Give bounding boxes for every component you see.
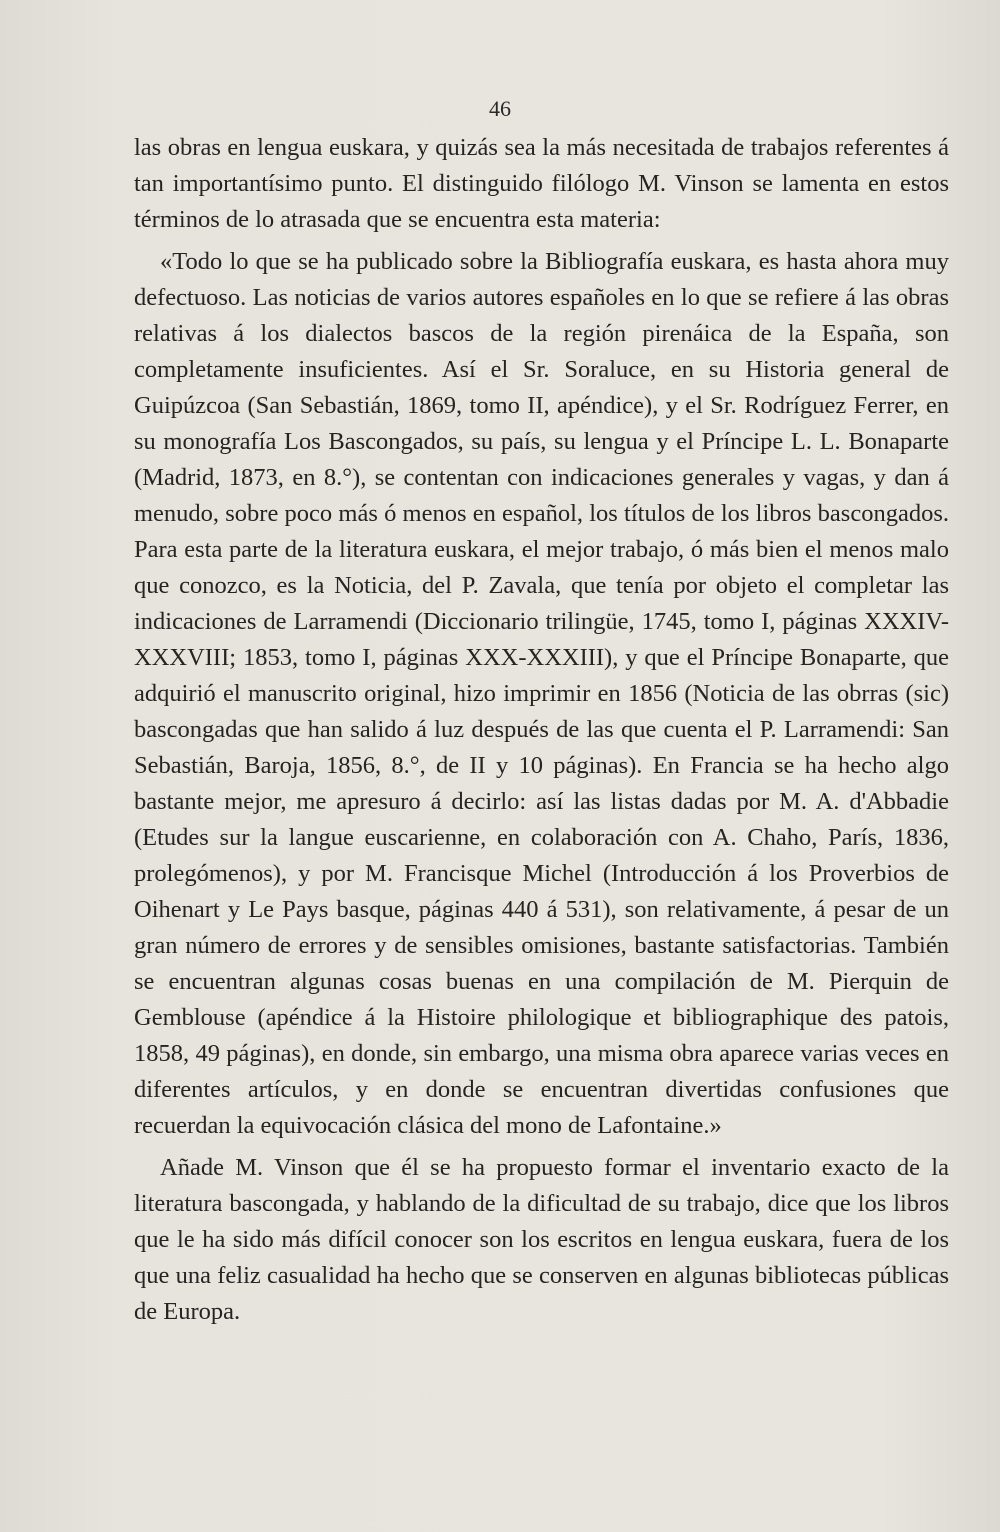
paragraph: Añade M. Vinson que él se ha propuesto formar el inventario exacto de la literatura bascongada, y hablando de la dificultad de su trabajo, dice que los libros que le ha sido más difícil conocer son los escritos en lengua euskara, fuera de los que una feliz casualidad ha hecho que se conserven en algunas bibliotecas públicas de Europa. xyxy=(134,1154,949,1325)
page-number: 46 xyxy=(489,96,511,121)
paragraph: las obras en lengua euskara, y quizás sea la más necesitada de trabajos referentes á tan importantísimo punto. El distinguido filólogo M. Vinson se lamenta en estos términos de lo atrasada que se encuentra esta materia: xyxy=(134,134,949,233)
paragraph: «Todo lo que se ha publicado sobre la Bibliografía euskara, es hasta ahora muy defectuoso. Las noticias de varios autores españoles en lo que se refiere á las obras relativas á los dialectos bascos de la región pirenáica de la España, son completamente insuficientes. Así el Sr. Soraluce, en su Historia general de Guipúzcoa (San Sebastián, 1869, tomo II, apéndice), y el Sr. Rodríguez Ferrer, en su monografía Los Bascongados, su país, su lengua y el Príncipe L. L. Bonaparte (Madrid, 1873, en 8.°), se contentan con indicaciones generales y vagas, y dan á menudo, sobre poco más ó menos en español, los títulos de los libros bascongados. Para esta parte de la literatura euskara, el mejor trabajo, ó más bien el menos malo que conozco, es la Noticia, del P. Zavala, que tenía por objeto el completar las indicaciones de Larramendi (Diccionario trilingüe, 1745, tomo I, páginas XXXIV-XXXVIII; 1853, tomo I, páginas XXX-XXXIII), y que el Príncipe Bonaparte, que adquirió el manuscrito original, hizo imprimir en 1856 (Noticia de las obrras (sic) bascongadas que han salido á luz después de las que cuenta el P. Larramendi: San Sebastián, Baroja, 1856, 8.°, de II y 10 páginas). En Francia se ha hecho algo bastante mejor, me apresuro á decirlo: así las listas dadas por M. A. d'Abbadie (Etudes sur la langue euscarienne, en colaboración con A. Chaho, París, 1836, prolegómenos), y por M. Francisque Michel (Introducción á los Proverbios de Oihenart y Le Pays basque, páginas 440 á 531), son relativamente, á pesar de un gran número de errores y de sensibles omisiones, bastante satisfactorias. También se encuentran algunas cosas buenas en una compilación de M. Pierquin de Gemblouse (apéndice á la Histoire philologique et bibliographique des patois, 1858, 49 páginas), en donde, sin embargo, una misma obra aparece varias veces en diferentes artículos, y en donde se encuentran divertidas confusiones que recuerdan la equivocación clásica del mono de Lafontaine.» xyxy=(134,248,949,1139)
body-text xyxy=(134,130,949,1330)
